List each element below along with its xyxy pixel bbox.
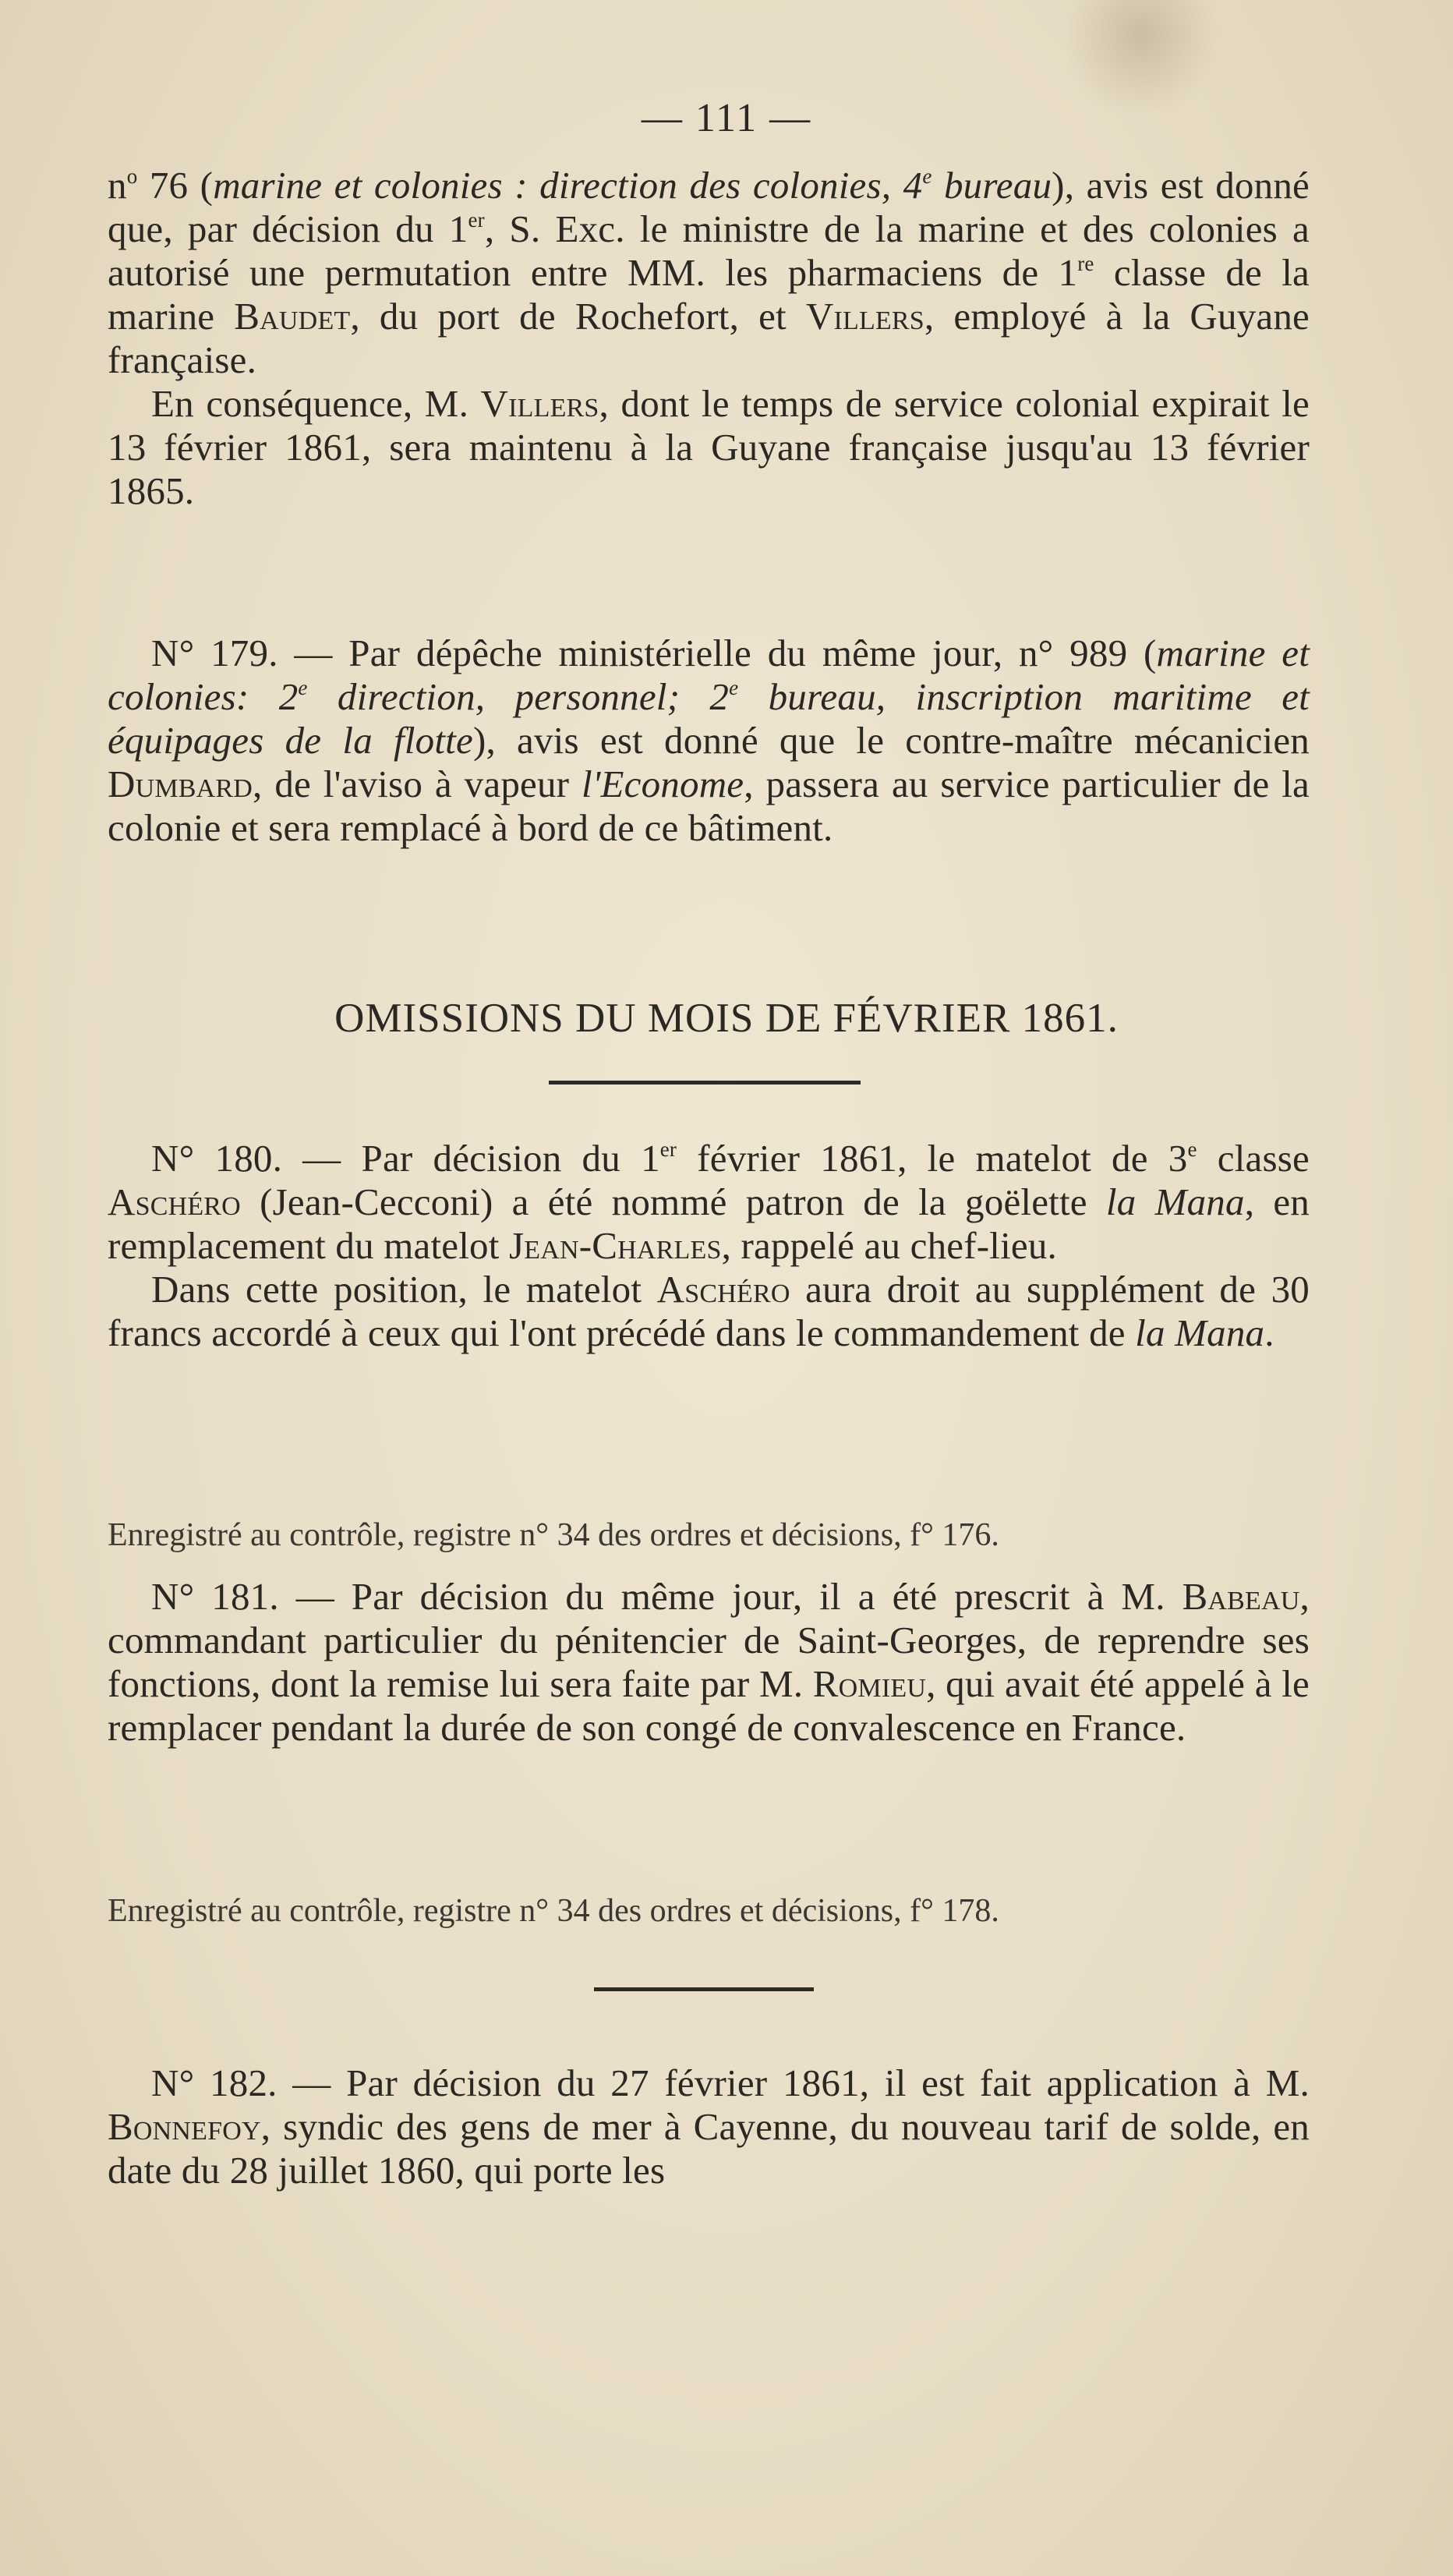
section-heading: OMISSIONS DU MOIS DE FÉVRIER 1861. [334, 996, 1119, 1041]
person-name: Jean-Charles [509, 1224, 722, 1267]
entry-181 [108, 1575, 1310, 1750]
person-name: Villers [480, 382, 599, 425]
person-name: Baudet [234, 295, 351, 338]
person-name: Aschéro [108, 1180, 241, 1223]
entry-179-paragraph: N° 179. — Par dépêche ministérielle du même jour, n° 989 (marine et colonies: 2e direction, personnel; 2e bureau, inscription maritime et équipages de la flotte), avis est donné que le contre-maître mécanicien Dumbard, de l'aviso à vapeur l'Econome, passera au service particulier de la colonie et sera remplacé à bord de ce bâtiment. [108, 632, 1310, 849]
ship-name: la Mana [1135, 1311, 1265, 1354]
entry-182-paragraph: N° 182. — Par décision du 27 février 1861, il est fait application à M. Bonnefoy, syndic des gens de mer à Cayenne, du nouveau tarif de solde, en date du 28 juillet 1860, qui porte les [108, 2061, 1310, 2192]
continuation-paragraph: $n^o$ 76 (marine et colonies : direction des colonies, 4e bureau), avis est donné que, par décision du 1er, S. Exc. le ministre de la marine et des colonies a autorisé une permutation entre MM. les pharmaciens de 1re classe de la marine Baudet, du port de Rochefort, et Villers, employé à la Guyane française. [108, 164, 1310, 381]
ship-name: l'Econome [582, 763, 744, 805]
person-name: Bonnefoy [108, 2105, 261, 2148]
entry-number: N° 180. [151, 1137, 283, 1180]
registration-note: Enregistré au contrôle, registre n° 34 des ordres et décisions, f° 178. [108, 1893, 999, 1929]
entry-179 [108, 632, 1310, 850]
ship-name: la Mana [1105, 1180, 1245, 1223]
entry-number: N° 182. [151, 2061, 278, 2104]
person-name: Romieu [812, 1662, 927, 1705]
page-number: — 111 — [641, 96, 812, 140]
section-divider [549, 1081, 861, 1085]
entry-divider [594, 1987, 814, 1991]
continuation-block [108, 164, 1310, 513]
entry-181-paragraph: N° 181. — Par décision du même jour, il a été prescrit à M. Babeau, commandant particulier du pénitencier de Saint-Georges, de reprendre ses fonctions, dont la remise lui sera faite par M. Romieu, qui avait été appelé à le remplacer pendant la durée de son congé de convalescence en France. [108, 1575, 1310, 1749]
registration-note: Enregistré au contrôle, registre n° 34 des ordres et décisions, f° 176. [108, 1517, 999, 1553]
person-name: Aschéro [656, 1268, 790, 1311]
person-name: Babeau [1182, 1575, 1300, 1618]
entry-180-paragraph: N° 180. — Par décision du 1er février 1861, le matelot de 3e classe Aschéro (Jean-Cecconi) a été nommé patron de la goëlette la Mana, en remplacement du matelot Jean-Charles, rappelé au chef-lieu. [108, 1137, 1310, 1267]
entry-180 [108, 1137, 1310, 1355]
person-name: Dumbard [108, 763, 253, 805]
entry-182 [108, 2061, 1310, 2192]
entry-number: N° 181. [151, 1575, 279, 1618]
entry-number: N° 179. [151, 632, 278, 674]
entry-180-followup: Dans cette position, le matelot Aschéro aura droit au supplément de 30 francs accordé à ceux qui l'ont précédé dans le commandement de la Mana. [108, 1268, 1310, 1354]
person-name: Villers [805, 295, 924, 338]
consequence-paragraph: En conséquence, M. Villers, dont le temps de service colonial expirait le 13 février 1861, sera maintenu à la Guyane française jusqu'au 13 février 1865. [108, 382, 1310, 512]
